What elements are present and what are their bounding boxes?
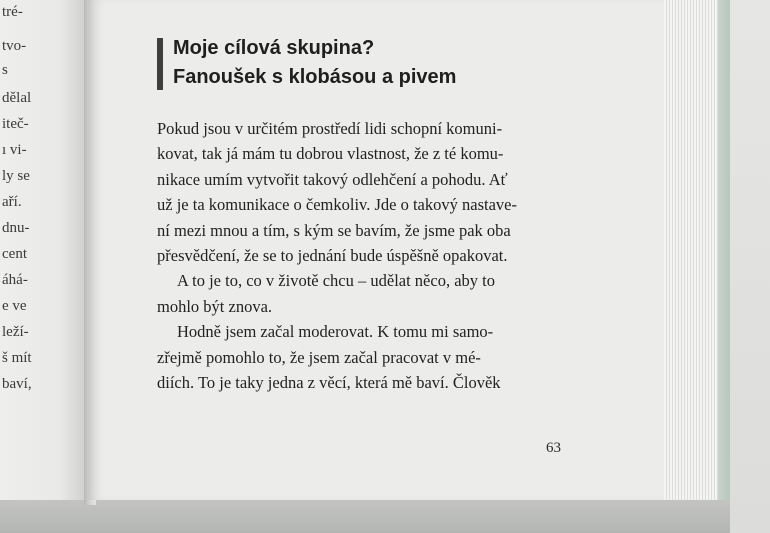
heading-line-1: Moje cílová skupina? [173,37,375,59]
body-line: přesvědčení, že se to jednání bude úspěšně opakovat. [157,245,508,265]
left-page-line: š mít [2,350,32,366]
left-page-line: s [2,62,8,78]
left-page-line: tvo- [2,38,27,54]
left-page-line: cent [2,246,27,262]
body-text [157,116,557,395]
body-line: už je ta komunikace o čemkoliv. Jde o takový nastave- [157,195,517,215]
body-line: Pokud jsou v určitém prostředí lidi schopní komuni- [157,119,503,138]
body-line: kovat, tak já mám tu dobrou vlastnost, že z té komu- [157,144,504,164]
body-line: ní mezi mnou a tím, s kým se bavím, že jsme pak oba [157,220,511,240]
left-page-line: ly se [2,168,30,184]
body-line: Hodně jsem začal moderovat. K tomu mi samo- [177,322,494,342]
body-line: mohlo být znova. [157,296,273,316]
left-page-line: leží- [2,324,29,340]
left-page-line: e ve [2,298,27,314]
body-line: zřejmě pomohlo to, že jsem začal pracovat v mé- [157,347,481,367]
chapter-heading [173,34,456,92]
left-page-line: dnu- [2,220,30,236]
left-page-line: iteč- [2,116,29,132]
page-number: 63 [546,440,561,456]
left-page-line: dělal [2,90,32,106]
body-line: diích. To je taky jedna z věcí, která mě baví. Člověk [157,372,501,392]
body-line: nikace umím vytvořit takový odlehčení a pohodu. Ať [157,169,508,189]
heading-line-2: Fanoušek s klobásou a pivem [173,66,457,88]
left-page-line: áhá- [2,272,28,288]
book-bottom-edge [0,496,730,533]
heading-accent-bar [157,38,163,90]
left-page [0,0,86,500]
left-page-line: aří. [2,194,22,210]
left-page-line: tré- [2,4,23,20]
page-edges [664,0,720,500]
book-cover-edge [718,0,730,500]
left-page-line: baví, [2,376,32,392]
left-page-line: ı vi- [2,142,27,158]
body-line: A to je to, co v životě chcu – udělat něco, aby to [177,271,495,291]
